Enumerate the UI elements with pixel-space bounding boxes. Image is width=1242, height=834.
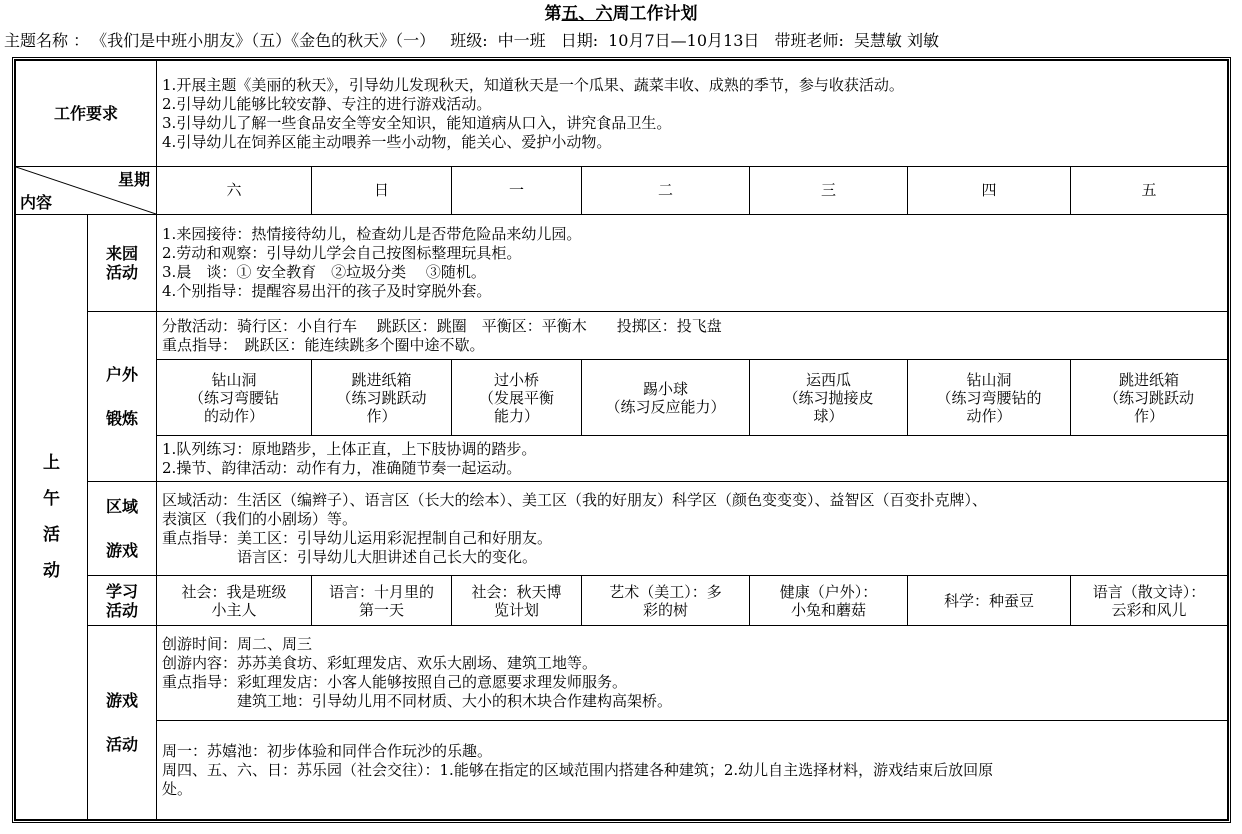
games-line: 创游内容：苏苏美食坊、彩虹理发店、欢乐大剧场、建筑工地等。 [162,654,598,672]
plan-table [15,60,1228,820]
study-day-mon: 社会：秋天博 览计划 [452,576,582,626]
section-char: 午 [43,489,60,509]
work-req-row [16,61,1228,167]
work-req-item: 1.开展主题《美丽的秋天》，引导幼儿发现秋天，知道秋天是一个瓜果、蔬菜丰收、成熟的季节，参与收获活动。 [162,75,904,94]
section-char: 动 [43,561,60,581]
theme-label: 主题名称 ： [4,31,90,50]
plan-meta [4,29,1238,53]
date-label: 日期: [560,31,599,50]
outdoor-day-thu: 钻山洞 （练习弯腰钻的 动作） [908,360,1071,436]
work-req-content [157,61,1228,167]
study-day-tue: 艺术（美工）：多 彩的树 [582,576,750,626]
outdoor-day-wed: 运西瓜 （练习抛接皮 球） [750,360,908,436]
teacher-label: 带班老师: [774,31,844,50]
day-header-sun: 日 [312,167,452,215]
area-row [16,482,1228,576]
arrival-label: 来园 活动 [88,215,157,312]
outdoor-daily-row [16,360,1228,436]
day-header-tue: 二 [582,167,750,215]
games-bottom-row [16,721,1228,820]
class-value: 中一班 [497,31,546,50]
games-line: 创游时间：周二、周三 [162,635,313,653]
area-line: 区域活动：生活区（编辫子）、语言区（长大的绘本）、美工区（我的好朋友）科学区（颜色变变变）、益智区（百变扑克牌）、 [162,490,988,509]
outdoor-line: 分散活动：骑行区：小自行车 跳跃区：跳圈 平衡区：平衡木 投掷区：投飞盘 [162,316,722,335]
outdoor-top-content [157,312,1228,360]
games-top-content [157,626,1228,721]
plan-table-frame [12,57,1231,823]
arrival-content [157,215,1228,312]
outdoor-bottom-content [157,436,1228,482]
title-prefix: 第 [544,4,562,24]
page-title [0,2,1242,26]
outdoor-day-mon: 过小桥 （发展平衡 能力） [452,360,582,436]
work-req-item: 4.引导幼儿在饲养区能主动喂养一些小动物，能关心、爱护小动物。 [162,132,612,151]
outdoor-line: 1.队列练习：原地踏步，上体正直，上下肢协调的踏步。 [162,439,537,458]
games-bottom-content [157,721,1228,820]
teacher-value: 吴慧敏 刘敏 [853,31,939,50]
games-line: 周四、五、六、日：苏乐园（社会交往）：1.能够在指定的区域范围内搭建各种建筑；2.幼儿自主选择材料，游戏结束后放回原 [162,760,994,779]
arrival-row [16,215,1228,312]
games-line: 处。 [162,779,193,798]
games-line: 周一：苏嬉池：初步体验和同伴合作玩沙的乐趣。 [162,741,493,760]
games-label: 游戏 活动 [88,626,157,820]
theme-value: 《我们是中班小朋友》（五）《金色的秋天》（一） [99,31,436,50]
study-row [16,576,1228,626]
study-day-wed: 健康（户外）： 小兔和蘑菇 [750,576,908,626]
date-value: 10月7日—10月13日 [608,31,760,50]
arrival-item: 3.晨 谈：① 安全教育 ②垃圾分类 ③随机。 [162,263,486,281]
outdoor-day-sun: 跳进纸箱 （练习跳跃动 作） [312,360,452,436]
work-req-item: 3.引导幼儿了解一些食品安全等安全知识，能知道病从口入，讲究食品卫生。 [162,113,672,132]
area-line: 语言区：引导幼儿大胆讲述自己长大的变化。 [162,547,538,566]
title-weeks: 五、六 [561,4,613,24]
diagonal-header-cell [16,167,157,215]
outdoor-bottom-row [16,436,1228,482]
work-req-item: 2.引导幼儿能够比较安静、专注的进行游戏活动。 [162,94,492,113]
study-label: 学习 活动 [88,576,157,626]
day-header-row [16,167,1228,215]
area-line: 表演区（我们的小剧场）等。 [162,509,358,528]
area-line: 重点指导：美工区：引导幼儿运用彩泥捏制自己和好朋友。 [162,528,553,547]
day-header-wed: 三 [750,167,908,215]
class-label: 班级: [450,31,488,50]
outdoor-top-row [16,312,1228,360]
area-label: 区域 游戏 [88,482,157,576]
outdoor-day-tue: 踢小球 （练习反应能力） [582,360,750,436]
outdoor-line: 重点指导： 跳跃区：能连续跳多个圈中途不歇。 [162,335,485,354]
day-header-thu: 四 [908,167,1071,215]
games-line: 重点指导：彩虹理发店：小客人能够按照自己的意愿要求理发师服务。 [162,673,628,691]
section-char: 活 [43,525,60,545]
day-header-sat: 六 [157,167,312,215]
study-day-sun: 语言：十月里的 第一天 [312,576,452,626]
arrival-item: 4.个别指导：提醒容易出汗的孩子及时穿脱外套。 [162,282,492,300]
study-day-sat: 社会：我是班级 小主人 [157,576,312,626]
outdoor-label: 户外 锻炼 [88,312,157,482]
study-day-thu: 科学：种蚕豆 [908,576,1071,626]
games-line: 建筑工地：引导幼儿用不同材质、大小的积木块合作建构高架桥。 [162,692,673,710]
arrival-item: 1.来园接待：热情接待幼儿，检查幼儿是否带危险品来幼儿园。 [162,225,582,243]
area-content [157,482,1228,576]
diag-weekday-label: 星期 [118,170,151,189]
outdoor-day-fri: 跳进纸箱 （练习跳跃动 作） [1071,360,1228,436]
section-char: 上 [43,453,60,473]
day-header-fri: 五 [1071,167,1228,215]
diag-content-label: 内容 [20,193,53,212]
games-top-row [16,626,1228,721]
study-day-fri: 语言（散文诗）： 云彩和风儿 [1071,576,1228,626]
outdoor-line: 2.操节、韵律活动：动作有力，准确随节奏一起运动。 [162,458,522,477]
title-suffix: 周工作计划 [612,4,698,24]
work-req-label: 工作要求 [16,61,157,167]
day-header-mon: 一 [452,167,582,215]
outdoor-day-sat: 钻山洞 （练习弯腰钻 的动作） [157,360,312,436]
morning-section-label [16,215,88,820]
arrival-item: 2.劳动和观察：引导幼儿学会自己按图标整理玩具柜。 [162,244,522,262]
